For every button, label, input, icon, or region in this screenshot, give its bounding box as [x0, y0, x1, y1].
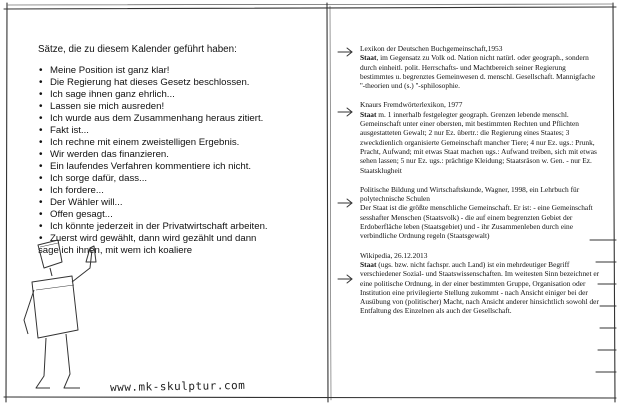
center-divider	[327, 3, 328, 402]
entry-text: Staat, im Gegensatz zu Volk od. Nation nicht natürl. oder geograph., sondern durch einheitl. polit. Herrschafts- und Machtbereich seiner Regierung bestimmtes u. begrenztes Gemeinwesen d. menschl. Gesellschaft. Mannigfache ''-theorien und (s.) ''-sphilosophie.	[360, 53, 595, 91]
entry-source: Wikipedia, 26.12.2013	[360, 250, 428, 260]
list-item: • Zuerst wird gewählt, dann wird gezählt und dann	[50, 233, 283, 245]
arrow-icon	[338, 199, 352, 207]
left-page	[38, 44, 283, 257]
list-item: • Meine Position ist ganz klar!	[50, 65, 283, 77]
arrow-icon	[338, 108, 352, 116]
list-item: • Der Wähler will...	[50, 197, 283, 209]
right-page	[360, 44, 600, 326]
arrow-icon	[338, 275, 352, 283]
list-item: • Ein laufendes Verfahren kommentiere ich nicht.	[50, 161, 283, 173]
list-item: • Lassen sie mich ausreden!	[50, 101, 283, 113]
list-item: • Ich könnte jederzeit in der Privatwirtschaft arbeiten.	[50, 221, 283, 233]
entry-source: Knaurs Fremdwörterlexikon, 1977	[360, 100, 463, 110]
definition-entry	[360, 100, 600, 174]
list-item: • Wir werden das finanzieren.	[50, 149, 283, 161]
frame-top-line	[4, 7, 616, 9]
entry-term: Staat	[360, 53, 377, 63]
definition-entry	[360, 44, 600, 90]
frame-left-line	[6, 3, 7, 402]
quote-list	[38, 65, 283, 257]
list-heading: Sätze, die zu diesem Kalender geführt haben:	[38, 44, 237, 55]
list-item: • Offen gesagt...	[50, 209, 283, 221]
list-item: • Die Regierung hat dieses Gesetz beschlossen.	[50, 77, 283, 89]
entry-text: Der Staat ist die größte menschliche Gemeinschaft. Er ist: - eine Gemeinschaft sesshafter Menschen (Staatsvolk) - die auf einem begrenzten Gebiet der Erdoberfläche leben (Staatsgebiet) und - ihr Zusammenleben durch eine verbindliche Ordnung regeln (Staatsgewalt)	[360, 203, 593, 241]
definition-entry	[360, 185, 600, 241]
entry-term: Staat	[360, 259, 377, 269]
arrow-icon	[338, 48, 352, 56]
list-item-continuation: sage ich ihnen, mit wem ich koaliere	[38, 245, 193, 256]
list-item: • Fakt ist...	[50, 125, 283, 137]
frame-right-line	[613, 3, 615, 402]
list-item: • Ich sorge dafür, dass...	[50, 173, 283, 185]
list-item: • Ich fordere...	[50, 185, 283, 197]
website-url: www.mk-skulptur.com	[109, 378, 246, 395]
list-item: • Ich rechne mit einem zweistelligen Ergebnis.	[50, 137, 283, 149]
frame-bottom-line	[4, 397, 616, 398]
entry-text: Staat m. 1 innerhalb festgelegter geograph. Grenzen lebende menschl. Gemeinschaft unter einer obersten, mit bestimmten Rechten und Pflichten ausgestatteten Gewalt; 2 nur Ez. übertr.: die Regierung eines Staates; 3 zweckdienlich organisierte Gemeinschaft mancher Tiere; 4 nur Ez. ugs.: Prunk, Pracht, Aufwand; mit etwas Staat machen ugs.: Aufwand treiben, sich mit etwas sehen lassen; 5 nur Ez. ugs.: prächtige Kleidung; Staatsräson w. Gen. - nur Ez. Staatsklugheit	[360, 109, 597, 175]
list-item: • Ich wurde aus dem Zusammenhang heraus zitiert.	[50, 113, 283, 125]
entry-source: Politische Bildung und Wirtschaftskunde, Wagner, 1998, ein Lehrbuch für polytechnische Schulen	[360, 184, 580, 204]
list-item: • Ich sage ihnen ganz ehrlich...	[50, 89, 283, 101]
entry-term: Staat	[360, 109, 377, 119]
definition-entry	[360, 251, 600, 316]
figure-sketch	[24, 240, 96, 388]
entry-source: Lexikon der Deutschen Buchgemeinschaft,1953	[360, 44, 503, 53]
entry-text: Staat (ugs. bzw. nicht fachspr. auch Land) ist ein mehrdeutiger Begriff verschiedener Sozial- und Staatswissenschaften. Im weitesten Sinn bezeichnet er eine politische Ordnung, in der einer bestimmten Gruppe, Organisation oder Institution eine privilegierte Stellung zukommt - nach Ansicht einiger bei der Ausübung von (politischer) Macht, nach Ansicht anderer hinsichtlich sowohl der Entfaltung des Einzelnen als auch der Gesellschaft.	[360, 259, 600, 316]
